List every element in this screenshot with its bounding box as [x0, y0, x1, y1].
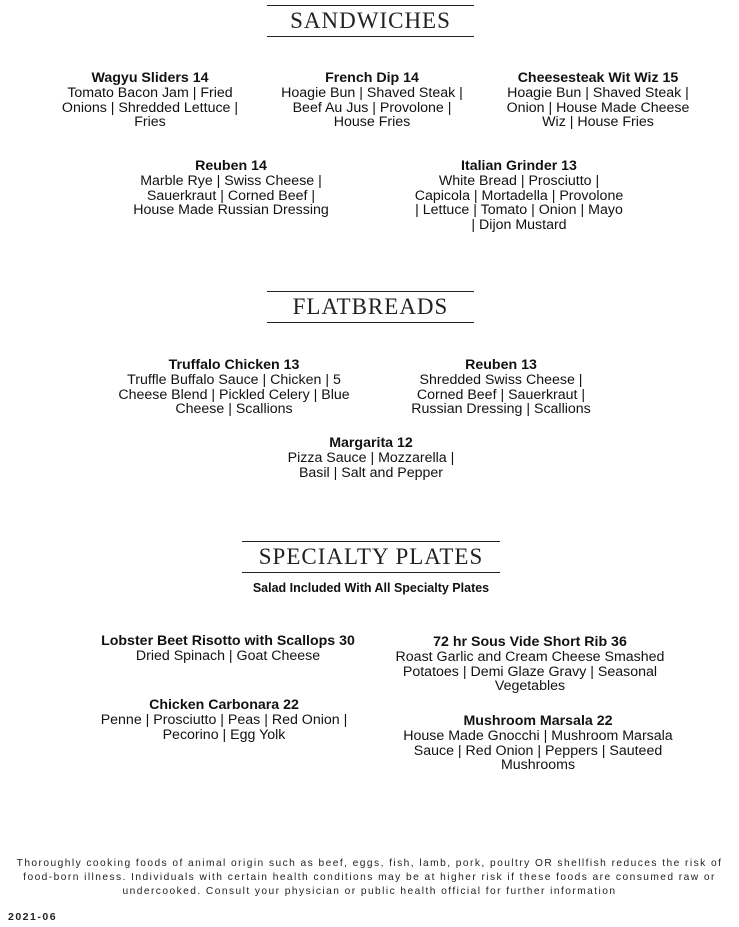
- item-description: Truffle Buffalo Sauce | Chicken | 5 Cheese Blend | Pickled Celery | Blue Cheese | Scallions: [118, 371, 350, 418]
- item-name: Reuben 14: [195, 158, 267, 174]
- menu-item-short-rib: [382, 635, 678, 694]
- item-name: Reuben 13: [465, 357, 537, 373]
- menu-version-code: 2021-06: [8, 911, 58, 923]
- menu-item-italian-grinder: [412, 159, 626, 233]
- menu-item-french-dip: [272, 71, 472, 130]
- item-description: Hoagie Bun | Shaved Steak | Onion | House Made Cheese Wiz | House Fries: [506, 84, 690, 131]
- item-name: Italian Grinder 13: [461, 158, 577, 174]
- item-name: 72 hr Sous Vide Short Rib 36: [433, 634, 627, 650]
- menu-item-mushroom-marsala: [392, 714, 684, 773]
- item-name: Mushroom Marsala 22: [463, 713, 613, 729]
- item-name: Chicken Carbonara 22: [149, 697, 299, 713]
- item-description: Dried Spinach | Goat Cheese: [135, 647, 321, 664]
- item-description: Marble Rye | Swiss Cheese | Sauerkraut | Corned Beef | House Made Russian Dressing: [133, 172, 329, 219]
- menu-item-lobster-risotto: [76, 634, 380, 664]
- item-name: Wagyu Sliders 14: [91, 70, 209, 86]
- menu-item-reuben-flatbread: [400, 358, 602, 417]
- item-description: Pizza Sauce | Mozzarella | Basil | Salt and Pepper: [287, 449, 455, 481]
- item-name: Margarita 12: [329, 435, 413, 451]
- section-title-specialty-plates: SPECIALTY PLATES: [242, 541, 500, 573]
- item-name: Truffalo Chicken 13: [168, 357, 300, 373]
- menu-item-truffalo-chicken: [118, 358, 350, 417]
- item-name: Lobster Beet Risotto with Scallops 30: [101, 633, 355, 649]
- item-name: Cheesesteak Wit Wiz 15: [517, 70, 679, 86]
- item-name: French Dip 14: [325, 70, 419, 86]
- food-safety-disclaimer: Thoroughly cooking foods of animal origin such as beef, eggs, fish, lamb, pork, poultry OR shellfish reduces the risk of food-born illness. Individuals with certain health conditions may be at higher risk if these foods are consumed raw or undercooked. Consult your physician or public health official for further information: [16, 858, 723, 897]
- menu-item-chicken-carbonara: [86, 698, 362, 742]
- item-description: Tomato Bacon Jam | Fried Onions | Shredded Lettuce | Fries: [61, 84, 239, 131]
- menu-item-reuben-sandwich: [126, 159, 336, 218]
- item-description: White Bread | Prosciutto | Capicola | Mortadella | Provolone | Lettuce | Tomato | Onion | Mayo | Dijon Mustard: [414, 172, 624, 234]
- item-description: Roast Garlic and Cream Cheese Smashed Potatoes | Demi Glaze Gravy | Seasonal Vegetables: [395, 648, 665, 695]
- section-title-flatbreads: FLATBREADS: [267, 291, 474, 323]
- specialty-note: Salad Included With All Specialty Plates: [252, 581, 490, 595]
- section-title-sandwiches: SANDWICHES: [267, 5, 474, 37]
- item-description: House Made Gnocchi | Mushroom Marsala Sauce | Red Onion | Peppers | Sauteed Mushrooms: [403, 727, 673, 774]
- item-description: Penne | Prosciutto | Peas | Red Onion | Pecorino | Egg Yolk: [100, 711, 348, 743]
- item-description: Hoagie Bun | Shaved Steak | Beef Au Jus | Provolone | House Fries: [281, 84, 463, 131]
- menu-item-cheesesteak: [496, 71, 700, 130]
- item-description: Shredded Swiss Cheese | Corned Beef | Sauerkraut | Russian Dressing | Scallions: [411, 371, 591, 418]
- menu-item-wagyu-sliders: [60, 71, 240, 130]
- menu-item-margarita: [275, 436, 467, 480]
